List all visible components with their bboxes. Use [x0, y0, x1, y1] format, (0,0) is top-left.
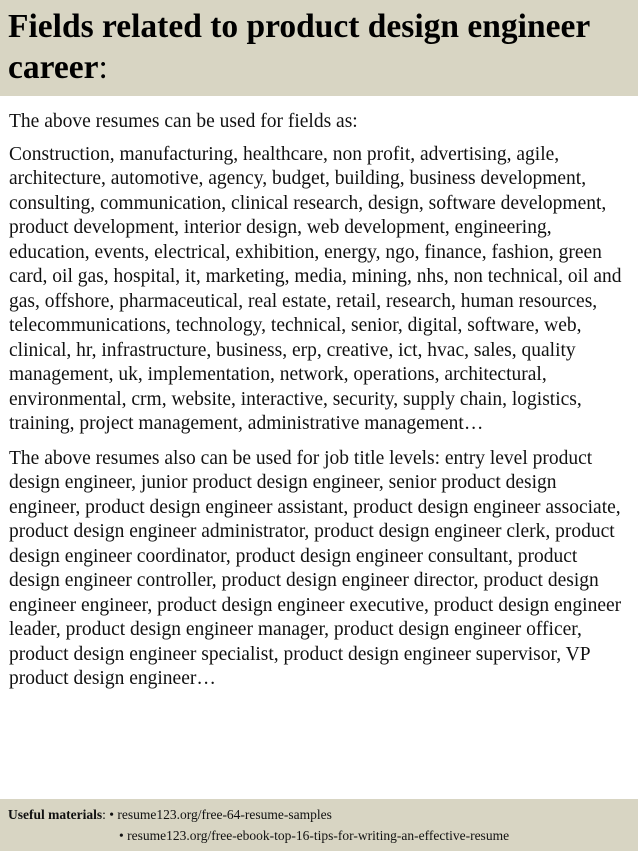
useful-materials-label-colon: :	[102, 807, 106, 822]
useful-materials-label-text: Useful materials	[8, 807, 103, 822]
fields-list-text: Construction, manufacturing, healthcare, non profit, advertising, agile, architecture, automotive, agency, budget, building, business development, consulting, communication, clinical research, design, software development, product development, interior design, web development, engineering, education, events, electrical, exhibition, energy, ngo, finance, fashion, green card, oil gas, hospital, it, marketing, media, mining, nhs, non technical, oil and gas, offshore, pharmaceutical, real estate, retail, research, human resources, telecommunications, technology, technical, senior, digital, software, web, clinical, hr, infrastructure, business, erp, creative, ict, hvac, sales, quality management, uk, implementation, network, operations, architectural, environmental, crm, website, interactive, security, supply chain, logistics, training, project management, administrative management…	[9, 143, 622, 434]
useful-materials-label	[8, 804, 102, 825]
ebook-tips-link[interactable]: • resume123.org/free-ebook-top-16-tips-for-writing-an-effective-resume	[119, 828, 510, 843]
page-title-text: Fields related to product design engineer career	[8, 8, 590, 86]
header-band	[0, 0, 638, 96]
main-content	[0, 96, 638, 692]
footer-row-1	[8, 804, 630, 825]
footer-row-2	[8, 825, 630, 846]
resume-samples-link[interactable]: • resume123.org/free-64-resume-samples	[109, 807, 332, 822]
job-levels-text: The above resumes also can be used for job title levels: entry level product design engineer, junior product design engineer, senior product design engineer, product design engineer assistant, product design engineer associate, product design engineer administrator, product design engineer clerk, product design engineer coordinator, product design engineer consultant, product design engineer controller, product design engineer director, product design engineer engineer, product design engineer executive, product design engineer leader, product design engineer manager, product design engineer officer, product design engineer specialist, product design engineer supervisor, VP product design engineer…	[9, 447, 622, 689]
page-title-colon: :	[98, 49, 108, 86]
footer-band	[0, 799, 638, 851]
intro-text: The above resumes can be used for fields as:	[9, 111, 358, 132]
page-title	[8, 6, 628, 88]
footer-indent	[8, 825, 119, 846]
